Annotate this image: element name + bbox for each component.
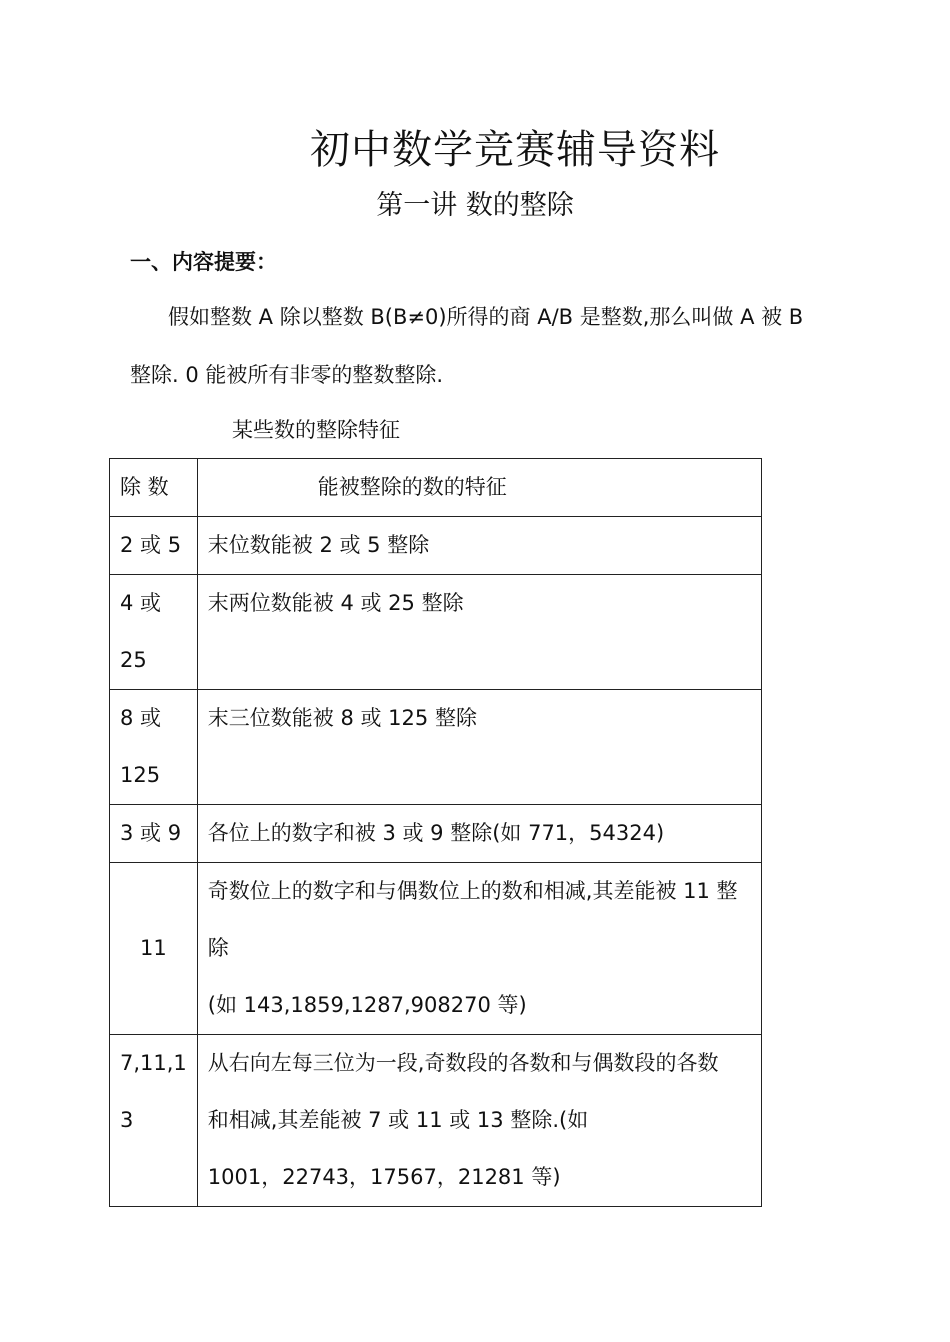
cell-line: 和相减,其差能被 7 或 11 或 13 整除.(如 xyxy=(207,1108,589,1132)
cell-line: 2 或 5 xyxy=(120,533,182,557)
cell-line: 末两位数能被 4 或 25 整除 xyxy=(207,591,464,615)
cell-line: 3 xyxy=(120,1108,134,1132)
table-row xyxy=(110,517,762,575)
section-heading: 一、内容提要： xyxy=(130,250,277,274)
table-row xyxy=(110,863,762,1035)
feature-cell xyxy=(197,575,761,690)
cell-line: 11 xyxy=(140,936,167,960)
feature-cell xyxy=(197,517,761,575)
cell-line xyxy=(208,632,751,689)
table-caption: 某些数的整除特征 xyxy=(232,418,400,442)
feature-cell xyxy=(197,805,761,863)
cell-line: 从右向左每三位为一段,奇数段的各数和与偶数段的各数 xyxy=(207,1051,719,1075)
header-feature: 能被整除的数的特征 xyxy=(197,459,761,517)
header-divisor: 除 数 xyxy=(110,459,198,517)
intro-paragraph xyxy=(130,288,810,404)
cell-line: 4 或 xyxy=(120,591,162,615)
cell-line: 8 或 xyxy=(120,706,162,730)
cell-line: 125 xyxy=(120,763,161,787)
cell-line: 末位数能被 2 或 5 整除 xyxy=(207,533,430,557)
divisor-cell xyxy=(110,517,198,575)
table-header-row xyxy=(110,459,762,517)
table-row xyxy=(110,575,762,690)
cell-line: 7,11,1 xyxy=(120,1051,187,1075)
divisor-cell xyxy=(110,575,198,690)
table-row xyxy=(110,1035,762,1207)
feature-cell xyxy=(197,863,761,1035)
cell-line: 除 xyxy=(207,936,229,960)
cell-line: 末三位数能被 8 或 125 整除 xyxy=(207,706,477,730)
feature-cell xyxy=(197,690,761,805)
feature-cell xyxy=(197,1035,761,1207)
table-row xyxy=(110,805,762,863)
lecture-subtitle: 第一讲 数的整除 xyxy=(376,190,574,221)
intro-paragraph-line: 假如整数 A 除以整数 B(B≠0)所得的商 A/B 是整数,那么叫做 A 被 B xyxy=(168,305,804,329)
divisor-cell xyxy=(110,805,198,863)
divisor-cell xyxy=(110,690,198,805)
cell-line: 25 xyxy=(120,648,147,672)
table-row xyxy=(110,690,762,805)
cell-line: 各位上的数字和被 3 或 9 整除(如 771，54324) xyxy=(207,821,665,845)
intro-paragraph-line: 整除. 0 能被所有非零的整数整除. xyxy=(130,363,444,387)
cell-line: 1001，22743，17567，21281 等) xyxy=(207,1165,561,1189)
cell-line xyxy=(208,747,751,804)
divisor-cell xyxy=(110,863,198,1035)
cell-line: 奇数位上的数字和与偶数位上的数和相减,其差能被 11 整 xyxy=(207,879,738,903)
divisibility-table xyxy=(109,458,762,1207)
divisor-cell xyxy=(110,1035,198,1207)
cell-line: 3 或 9 xyxy=(120,821,182,845)
document-title: 初中数学竞赛辅导资料 xyxy=(310,127,720,173)
cell-line: (如 143,1859,1287,908270 等) xyxy=(207,993,527,1017)
